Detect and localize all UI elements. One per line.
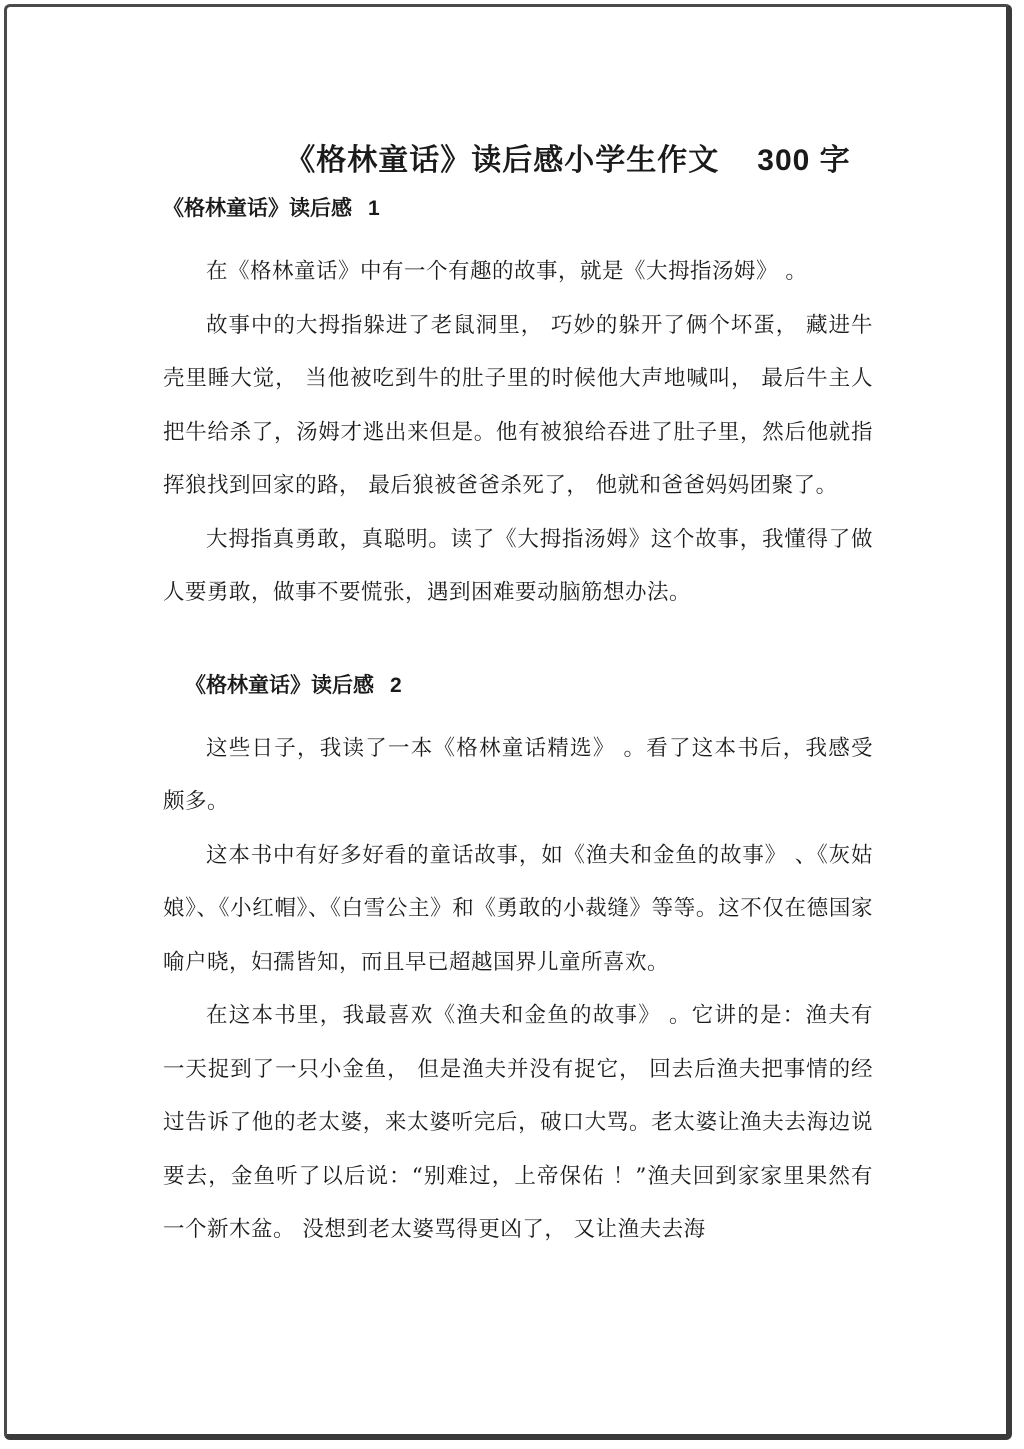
page-frame	[4, 4, 1012, 1440]
paragraph: 大拇指真勇敢，真聪明。读了《大拇指汤姆》这个故事，我懂得了做人要勇敢，做事不要慌张，遇到困难要动脑筋想办法。	[163, 526, 873, 605]
paragraph: 在《格林童话》中有一个有趣的故事，就是《大拇指汤姆》 。	[206, 259, 808, 284]
section-heading-number: 1	[368, 197, 380, 220]
document-title	[163, 135, 873, 179]
document-title-text: 《格林童话》读后感小学生作文	[285, 143, 720, 178]
section-heading-text: 《格林童话》读后感	[163, 195, 352, 220]
section-2	[163, 670, 873, 1257]
paragraph: 这些日子，我读了一本《格林童话精选》 。看了这本书后，我感受颇多。	[163, 735, 873, 814]
paragraph: 在这本书里，我最喜欢《渔夫和金鱼的故事》 。它讲的是：渔夫有一天捉到了一只小金鱼， 但是渔夫并没有捉它， 回去后渔夫把事情的经过告诉了他的老太婆，来太婆听完后，破口大骂。老太婆让渔夫去海边说要去，金鱼听了以后说：“别难过，上帝保佑 ！”渔夫回到家家里果然有一个新木盆。 没想到老太婆骂得更凶了， 又让渔夫去海	[163, 1003, 873, 1242]
section-heading	[163, 193, 873, 245]
section-heading-number: 2	[390, 673, 402, 697]
paragraph: 故事中的大拇指躲进了老鼠洞里， 巧妙的躲开了俩个坏蛋， 藏进牛壳里睡大觉， 当他被吃到牛的肚子里的时候他大声地喊叫， 最后牛主人把牛给杀了，汤姆才逃出来但是。他有被狼给吞进了肚子里，然后他就指挥狼找到回家的路， 最后狼被爸爸杀死了， 他就和爸爸妈妈团聚了。	[163, 312, 873, 498]
document-title-number: 300 字	[757, 144, 851, 177]
page-content	[163, 135, 873, 1257]
paragraph: 这本书中有好多好看的童话故事，如《渔夫和金鱼的故事》 、《灰姑娘》、《小红帽》、《白雪公主》和《勇敢的小裁缝》等等。这不仅在德国家喻户晓，妇孺皆知，而且早已超越国界儿童所喜欢。	[163, 842, 873, 975]
section-heading-text: 《格林童话》读后感	[185, 671, 374, 697]
section-heading	[163, 670, 873, 722]
section-1	[163, 193, 873, 620]
